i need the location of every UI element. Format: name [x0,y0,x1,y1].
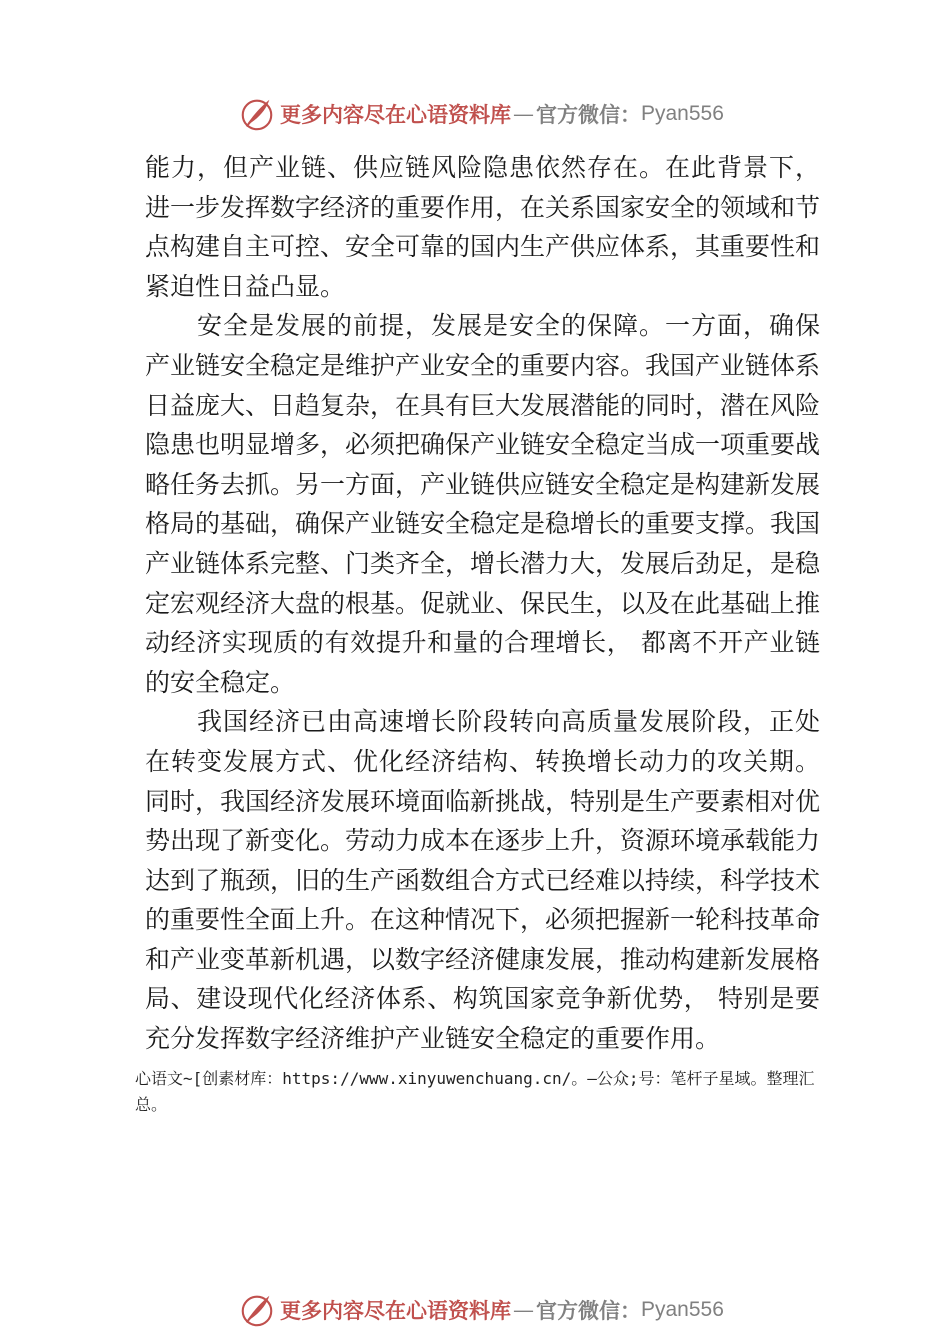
paragraph-1: 能力，但产业链、供应链风险隐患依然存在。在此背景下， 进一步发挥数字经济的重要作用，在关系国家安全的领域和节点构建自主可控、安全可靠的国内生产供应体系，其重要性和紧迫性日益凸显。 [145,153,821,301]
banner-wechat-label: 官方微信： [536,102,641,127]
header-banner [238,94,724,134]
footer-banner [238,1290,724,1330]
document-body [145,148,820,1059]
paragraph-2: 安全是发展的前提，发展是安全的保障。一方面，确保产业链安全稳定是维护产业安全的重要内容。我国产业链体系日益庞大、日趋复杂，在具有巨大发展潜能的同时，潜在风险隐患也明显增多，必须把确保产业链安全稳定当成一项重要战略任务去抓。另一方面，产业链供应链安全稳定是构建新发展格局的基础，确保产业链安全稳定是稳增长的重要支撑。我国产业链体系完整、门类齐全，增长潜力大，发展后劲足，是稳定宏观经济大盘的根基。促就业、保民生，以及在此基础上推动经济实现质的有效提升和量的合理增长， 都离不开产业链的安全稳定。 [145,311,821,697]
banner-wechat-id: Pyan556 [641,1298,724,1321]
banner-separator: — [513,102,534,126]
banner-slogan: 更多内容尽在心语资料库 [280,1298,511,1323]
banner-wechat-label: 官方微信： [536,1298,641,1323]
quill-logo-icon [238,1291,276,1329]
banner-separator: — [513,1298,534,1322]
paragraph-3: 我国经济已由高速增长阶段转向高质量发展阶段，正处在转变发展方式、优化经济结构、转换增长动力的攻关期。 同时，我国经济发展环境面临新挑战，特别是生产要素相对优势出现了新变化。劳动力成本在逐步上升，资源环境承载能力达到了瓶颈，旧的生产函数组合方式已经难以持续，科学技术的重要性全面上升。在这种情况下，必须把握新一轮科技革命和产业变革新机遇，以数字经济健康发展，推动构建新发展格局、建设现代化经济体系、构筑国家竞争新优势， 特别是要充分发挥数字经济维护产业链安全稳定的重要作用。 [145,707,821,1054]
source-footnote: 心语文~[创素材库：https://www.xinyuwenchuang.cn/。—公众;号：笔杆子星域。整理汇总。 [135,1069,815,1114]
quill-logo-icon [238,95,276,133]
banner-slogan: 更多内容尽在心语资料库 [280,102,511,127]
banner-wechat-id: Pyan556 [641,102,724,125]
